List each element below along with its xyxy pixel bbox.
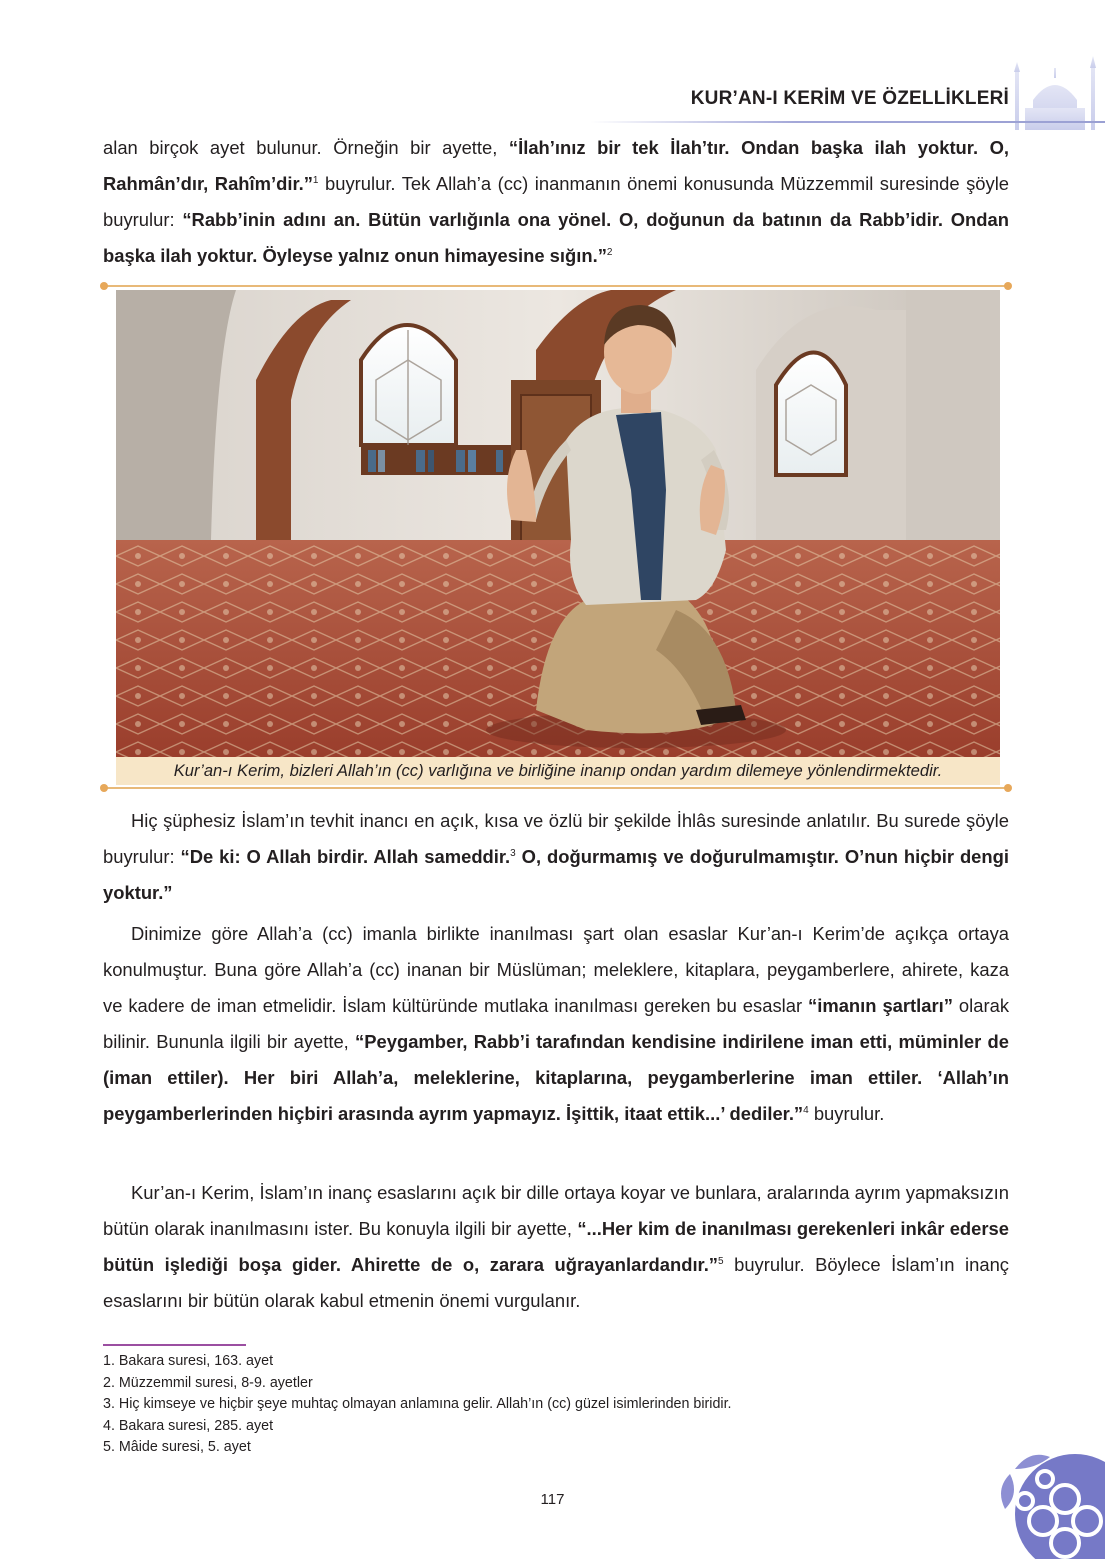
quote: “...Her kim de inanılması gerekenleri inkâr ederse bütün işlediği boşa gider. Ahirette de o, zarara uğrayanlardandır.” xyxy=(103,1218,1010,1275)
footnote-ref: 4 xyxy=(803,1105,809,1116)
quote: “Peygamber, Rabb’i tarafından kendisine indirilene iman etti, müminler de (iman ettiler). Her biri Allah’a, meleklerine, kitaplarına, peygamberlerine iman ettiler. ‘Allah’ın peygamberlerinden hiçbiri arasında ayrım yapmayız. İşittik, itaat ettik...’ dediler.” xyxy=(103,1031,1009,1124)
footnote-rule xyxy=(103,1344,246,1346)
footnote-ref: 2 xyxy=(606,247,613,258)
paragraph-3 xyxy=(103,916,1009,1132)
frame-top-line xyxy=(103,285,1009,287)
footnote: 5. Mâide suresi, 5. ayet xyxy=(103,1439,251,1455)
text: buyrulur. Böylece İslam’ın inanç esaslarını bir bütün olarak kabul etmenin önemi vurgulanır. xyxy=(103,1254,1009,1311)
chapter-title: KUR’AN-I KERİM VE ÖZELLİKLERİ xyxy=(690,88,1009,109)
quote: “imanın şartları” xyxy=(808,995,953,1016)
footnote: 2. Müzzemmil suresi, 8-9. ayetler xyxy=(103,1374,313,1391)
quote: “Rabb’inin adını an. Bütün varlığınla ona yönel. O, doğunun da batının da Rabb’idir. Ondan başka ilah yoktur. Öyleyse yalnız onun himayesine sığın.” xyxy=(103,209,1009,266)
man-praying-in-mosque-image xyxy=(116,290,1000,757)
figure-caption: Kur’an-ı Kerim, bizleri Allah’ın (cc) varlığına ve birliğine inanıp ondan yardım dilemeye yönlendirmektedir. xyxy=(116,757,1000,785)
frame-dot xyxy=(100,282,108,290)
footnote: 4. Bakara suresi, 285. ayet xyxy=(103,1417,274,1434)
text: buyrulur. xyxy=(808,1103,885,1124)
text: olarak bilinir. Bununla ilgili bir ayette, xyxy=(103,995,1010,1052)
paragraph-1 xyxy=(103,130,1009,274)
paragraph-2 xyxy=(103,803,1009,911)
header-rule xyxy=(590,121,1105,123)
figure xyxy=(103,285,1009,791)
prayer-photo xyxy=(116,290,1000,757)
footnote-ref: 5 xyxy=(718,1256,724,1267)
frame-bottom-line xyxy=(103,787,1009,789)
frame-dot xyxy=(100,784,108,792)
footnote-ref: 3 xyxy=(510,848,516,859)
footnotes-list xyxy=(103,1351,732,1459)
text: Hiç şüphesiz İslam’ın tevhit inancı en açık, kısa ve özlü bir şekilde İhlâs suresinde anlatılır. Bu surede şöyle buyrulur: xyxy=(103,810,1009,867)
paragraph-4 xyxy=(103,1175,1009,1319)
mosque-silhouette-icon xyxy=(1005,50,1105,130)
quote: O, doğurmamış ve doğurulmamıştır. O’nun hiçbir dengi yoktur.” xyxy=(103,846,1009,903)
footnote: 3. Hiç kimseye ve hiçbir şeye muhtaç olmayan anlamına gelir. Allah’ın (cc) güzel isimlerinden biridir. xyxy=(103,1396,732,1412)
text: Kur’an-ı Kerim, İslam’ın inanç esaslarını açık bir dille ortaya koyar ve bunlara, aralarında ayrım yapmaksızın bütün olarak inanılmasını ister. Bu konuyla ilgili bir ayette, xyxy=(103,1182,1009,1239)
text: Dinimize göre Allah’a (cc) imanla birlikte inanılması şart olan esaslar Kur’an-ı Kerim’de açıkça ortaya konulmuştur. Buna göre Allah’a (cc) inanan bir Müslüman; meleklere, kitaplara, peygamberlere, ahirete, kaza ve kadere de iman etmelidir. İslam kültüründe mutlaka inanılması gereken bu esaslar xyxy=(103,923,1009,1016)
flower-ornament-icon xyxy=(995,1439,1105,1559)
quote: “İlah’ınız bir tek İlah’tır. Ondan başka ilah yoktur. O, Rahmân’dır, Rahîm’dir.” xyxy=(103,137,1010,194)
text: buyrulur. Tek Allah’a (cc) inanmanın önemi konusunda Müzzemmil suresinde şöyle buyrulur: xyxy=(103,173,1010,230)
footnote-ref: 1 xyxy=(312,175,319,186)
footnote: 1. Bakara suresi, 163. ayet xyxy=(103,1353,274,1369)
frame-dot xyxy=(1004,784,1012,792)
page-number: 117 xyxy=(540,1491,565,1508)
frame-dot xyxy=(1004,282,1012,290)
quote: “De ki: O Allah birdir. Allah sameddir. xyxy=(180,846,511,867)
text: alan birçok ayet bulunur. Örneğin bir ayette, xyxy=(103,137,509,158)
